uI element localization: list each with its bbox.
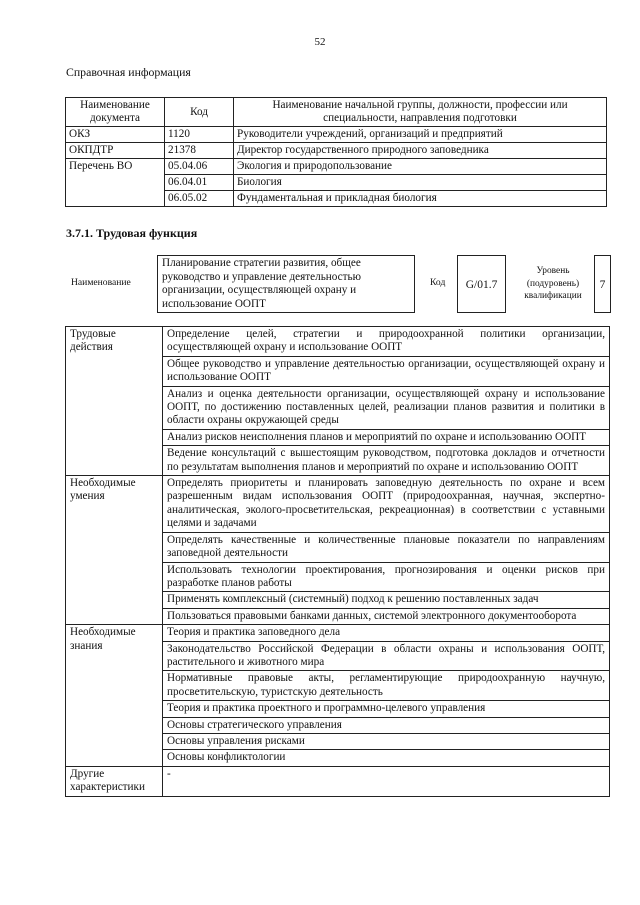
row-name: Биология bbox=[234, 175, 607, 191]
function-name-label: Наименование bbox=[71, 277, 131, 288]
knowledge-item: Теория и практика проектного и программно-целевого управления bbox=[163, 701, 610, 717]
row-code: 21378 bbox=[165, 143, 234, 159]
reference-table-header bbox=[66, 98, 607, 127]
row-name: Руководители учреждений, организаций и предприятий bbox=[234, 127, 607, 143]
reference-heading: Справочная информация bbox=[66, 65, 191, 79]
knowledge-item: Основы управления рисками bbox=[163, 733, 610, 749]
row-code: 06.04.01 bbox=[165, 175, 234, 191]
action-item: Ведение консультаций с вышестоящим руководством, подготовка докладов и отчетности по результатам выполнения планов и мероприятий по охране и использованию ООПТ bbox=[163, 446, 610, 476]
section-title: 3.7.1. Трудовая функция bbox=[66, 226, 198, 240]
table-row bbox=[66, 327, 610, 357]
table-row bbox=[66, 766, 610, 796]
skill-item: Применять комплексный (системный) подход к решению поставленных задач bbox=[163, 592, 610, 608]
function-name-value: Планирование стратегии развития, общее руководство и управление деятельностью организации, осуществляющей охрану и использование ООПТ bbox=[157, 255, 415, 313]
other-value: - bbox=[163, 766, 610, 796]
table-row bbox=[66, 625, 610, 641]
page-number: 52 bbox=[314, 36, 326, 48]
knowledge-item: Законодательство Российской Федерации в области охраны и использования ООПТ, растительного и животного мира bbox=[163, 641, 610, 671]
skills-label: Необходимые умения bbox=[66, 476, 163, 625]
row-name: Директор государственного природного заповедника bbox=[234, 143, 607, 159]
knowledge-item: Основы конфликтологии bbox=[163, 750, 610, 766]
actions-label: Трудовые действия bbox=[66, 327, 163, 476]
skill-item: Пользоваться правовыми банками данных, системой электронного документооборота bbox=[163, 608, 610, 624]
other-label: Другие характеристики bbox=[66, 766, 163, 796]
action-item: Общее руководство и управление деятельностью организации, осуществляющей охрану и использование ООПТ bbox=[163, 356, 610, 386]
table-row bbox=[66, 159, 607, 175]
function-code-value: G/01.7 bbox=[457, 255, 506, 313]
qualification-level-label: Уровень (подуровень) квалификации bbox=[524, 266, 582, 301]
row-doc: ОКЗ bbox=[66, 127, 165, 143]
action-item: Анализ и оценка деятельности организации, осуществляющей охрану и использование ООПТ, по достижению поставленных целей, реализации планов развития и политики в области охраны окружающей среды bbox=[163, 386, 610, 429]
row-name: Фундаментальная и прикладная биология bbox=[234, 191, 607, 207]
table-row bbox=[66, 143, 607, 159]
table-row bbox=[66, 476, 610, 533]
row-name: Экология и природопользование bbox=[234, 159, 607, 175]
row-code: 1120 bbox=[165, 127, 234, 143]
row-code: 05.04.06 bbox=[165, 159, 234, 175]
table-row bbox=[66, 127, 607, 143]
function-header bbox=[65, 255, 610, 315]
skill-item: Определять качественные и количественные плановые показатели по направлениям заповедной деятельности bbox=[163, 532, 610, 562]
skill-item: Использовать технологии проектирования, прогнозирования и оценки рисков при разработке планов работы bbox=[163, 562, 610, 592]
reference-table bbox=[65, 97, 607, 207]
action-item: Анализ рисков неисполнения планов и мероприятий по охране и использованию ООПТ bbox=[163, 429, 610, 445]
row-doc: ОКПДТР bbox=[66, 143, 165, 159]
knowledge-item: Основы стратегического управления bbox=[163, 717, 610, 733]
labor-function-table bbox=[65, 326, 610, 797]
skill-item: Определять приоритеты и планировать заповедную деятельность по охране и всем разрешенным видам использования ООПТ (природоохранная, научная, экспертно-аналитическая, эколого-просветительская, рекреационная) в соответствии с уставными целями и задачами bbox=[163, 476, 610, 533]
row-code: 06.05.02 bbox=[165, 191, 234, 207]
row-doc: Перечень ВО bbox=[66, 159, 165, 207]
knowledge-item: Нормативные правовые акты, регламентирующие природоохранную научную, просветительскую, туристскую деятельность bbox=[163, 671, 610, 701]
header-document: Наименование документа bbox=[66, 98, 165, 127]
knowledge-item: Теория и практика заповедного дела bbox=[163, 625, 610, 641]
qualification-level-value: 7 bbox=[594, 255, 611, 313]
header-name: Наименование начальной группы, должности, профессии или специальности, направления подготовки bbox=[234, 98, 607, 127]
header-code: Код bbox=[165, 98, 234, 127]
knowledge-label: Необходимые знания bbox=[66, 625, 163, 767]
function-code-label: Код bbox=[430, 277, 446, 288]
action-item: Определение целей, стратегии и природоохранной политики организации, осуществляющей охрану и использование ООПТ bbox=[163, 327, 610, 357]
